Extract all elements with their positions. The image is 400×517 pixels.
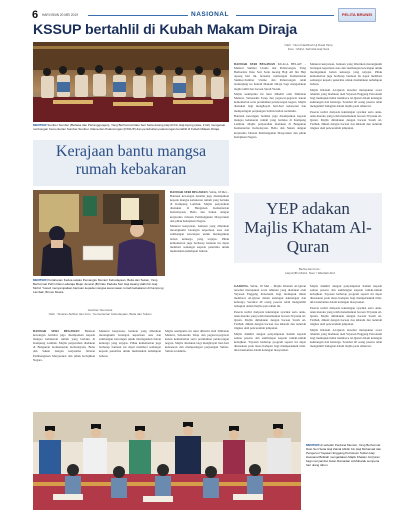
right-story-date: Sabtu, 18 Mei <box>250 284 270 288</box>
left-bottom-dateline: BANDAR SERI BEGAWAN <box>33 329 80 333</box>
left-story-p3: Bantuan kewangan bernilai juga disampaikan kepada mangsa kebakaran rumah yang berlaku di Kampung Lambak. Majlis penyerahan diadakan di Bangunan Kementerian Kebudayaan, Belia dan Sukan dengan kerjasama Jabatan Pembangunan Masyarakat dan pihak Kebajikan Negara. <box>170 194 229 223</box>
top-headline: KSSUP bertahlil di Kubah Makam Diraja <box>33 22 298 38</box>
right-sub-byline-text: Haji Ariffin Mohd. Noor / Wardiah Abd <box>285 270 335 275</box>
right-top-dateline: BANDAR SERI BEGAWAN <box>234 62 276 66</box>
right-headline: YEP adakan Majlis Khatam Al-Quran <box>244 199 372 256</box>
aid-photo-scene <box>33 190 165 276</box>
section-name: NASIONAL <box>191 11 229 18</box>
tahlil-photo <box>33 42 229 122</box>
right-top-p2: Majlis seumpama itu turut dihadiri oleh Timbalan Menteri, Setiausaha Tetap dan pegawai-pegawai kanan kementerian serta pertubuhan pelancongan negara. Majlis diadakan bagi menghayati hari-hari kebesaran dan memperingati perjuangan Sultan-Sultan terdahulu. <box>234 92 306 113</box>
right-sub-byline <box>250 268 370 276</box>
aid-caption <box>33 279 165 295</box>
right-story-col1: GADONG, Sabtu, 18 Mei – Majlis Khatam Al-Quran tersebut merupakan acara tahunan yang diadakan oleh Yayasan Enggang Petroleum bagi memupuk minat membaca Al-Quran dalam kalangan kakitangan dan keluarga. Seramai 40 orang peserta telah mengambil bahagian dalam majlis pada tahun ini. Peserta terdiri daripada kakitangan syarikat serta anak-anak mereka yang telah menamatkan bacaan 30 juzuk Al-Quran. Majlis dimulakan dengan bacaan Surah Al-Fatihah, diikuti dengan bacaan doa khatam dan tazkirah ringkas oleh penceramah jemputan. Majlis diakhiri dengan penyampaian hadiah kepada semua peserta dan sumbangan kepada rumah-rumah kebajikan. Yayasan berharap program seperti ini dapat diteruskan pada masa hadapan bagi memperkukuh nilai-nilai keislaman dalam kalangan masyarakat. <box>234 284 306 353</box>
right-top-p3: Bantuan kewangan bernilai juga disampaikan kepada mangsa kebakaran rumah yang berlaku di Kampung Lambak. Majlis penyerahan diadakan di Bangunan Kementerian Kebudayaan, Belia dan Sukan dengan kerjasama Jabatan Pembangunan Masyarakat dan pihak Kebajikan Negara. <box>234 114 306 139</box>
right-byline-block <box>246 44 371 52</box>
aid-byline-label: Gambar: Rencana <box>87 308 113 312</box>
aid-byline-text: Oleh : Sinaran Akhbar dan Foto : Kementerian Kebudayaan, Belia dan Sukan <box>48 311 152 316</box>
tahlil-caption-text: Sumber Sumber (Bahasa dan Pertanggungan), Yang Berhormat Dato Seri Setia Awang Haji Ali bin Haji Apong (atas, 2 kiri) mengetuai rombongan Kementerian Sumber-Sumber Utama dan Pelancongan (KSSUP) dan pertubuhan pelancongan bertahlil di Kubah Makam Diraja. <box>33 123 225 131</box>
tahlil-photo-scene <box>33 42 229 122</box>
aid-byline <box>40 309 160 317</box>
aid-caption-text: Pertahanan Kedua selaku Pemangku Menteri Kebudayaan, Belia dan Sukan, Yang Berhormat Pehin Datu Lailaraja Mejar Jeneral (B) Dato Paduka Seri Haji Awang Halbi bin Haji Mohd. Yussof menyampaikan bantuan kepada mangsa kecemasan rumah kebakaran di Kampung Lambak, Brunei Muara. <box>33 278 164 294</box>
right-top-p4: Menurut kenyataan, bantuan yang diberikan merangkumi barangan keperluan asas dan sumbangan kewangan untuk meringankan beban keluarga yang terjejas. Pihak kementerian juga berharap bantuan itu dapat memberi semangat kepada penerima untuk memulakan kehidupan baharu. <box>310 62 382 87</box>
right-sub-byline-label: Berita dan Foto : <box>298 267 322 271</box>
right-top-p6: Peserta terdiri daripada kakitangan syarikat serta anak-anak mereka yang telah menamatkan bacaan 30 juzuk Al-Quran. Majlis dimulakan dengan bacaan Surah Al-Fatihah, diikuti dengan bacaan doa khatam dan tazkirah ringkas oleh penceramah jemputan. <box>310 110 382 131</box>
khatam-caption-text: di sebelah Perdana Menteri, Yang Berhormat Dato Seri Setia Haji Zainal Abidin bin Haji Mohamad dan Pengerusi Yayasan Enggang Petroleum Sultan Haji Hassanal Bolkiah mengadakan Majlis Khatam Al-Quran bagi menyambut bulan Ramadan al-Mubarak sempena hari ulang tahun. <box>306 443 382 467</box>
left-bottom-p1: Bantuan kewangan bernilai juga disampaikan kepada mangsa kebakaran rumah yang berlaku di Kampung Lambak. Majlis penyerahan diadakan di Bangunan Kementerian Kebudayaan, Belia dan Sukan dengan kerjasama Jabatan Pembangunan Masyarakat dan pihak Kebajikan Negara. <box>33 329 95 362</box>
right-story-p7a: Majlis diakhiri dengan penyampaian hadiah kepada semua peserta dan sumbangan kepada rumah-rumah kebajikan. Yayasan berharap program seperti ini dapat diteruskan pada masa hadapan bagi memperkukuh nilai-nilai keislaman dalam kalangan masyarakat. <box>234 332 306 353</box>
newspaper-logo <box>338 8 376 22</box>
left-story-side-col: BANDAR SERI BEGAWAN, Sabtu, 18 Mei – Bantuan kewangan bernilai juga disampaikan kepada mangsa kebakaran rumah yang berlaku di Kampung Lambak. Majlis penyerahan diadakan di Bangunan Kementerian Kebudayaan, Belia dan Sukan dengan kerjasama Jabatan Pembangunan Masyarakat dan pihak Kebajikan Negara. Menurut kenyataan, bantuan yang diberikan merangkumi barangan keperluan asas dan sumbangan kewangan untuk meringankan beban keluarga yang terjejas. Pihak kementerian juga berharap bantuan itu dapat memberi semangat kepada penerima untuk memulakan kehidupan baharu. <box>170 190 229 253</box>
right-byline-writer: Oleh : Nurul Nadhirah Hj Daud Tarip <box>284 43 333 47</box>
right-top-p1: KUALA BELAIT – Menteri Sumber Utama dan Pelancongan, Yang Berhormat Dato Seri Setia Awang Haji Ali bin Haji Apong hari ini, bersama rombongan Kementerian Sumber-Sumber Utama dan Pelancongan telah berkunjung ke Kubah Makam Diraja bagi mengadakan majlis tahlil dan bacaan Surah Yaasin. <box>234 62 306 91</box>
right-top-p5: Majlis Khatam Al-Quran tersebut merupakan acara tahunan yang diadakan oleh Yayasan Enggang Petroleum bagi memupuk minat membaca Al-Quran dalam kalangan kakitangan dan keluarga. Seramai 40 orang peserta telah mengambil bahagian dalam majlis pada tahun ini. <box>310 88 382 109</box>
right-top-text-col2 <box>310 62 382 192</box>
khatam-caption <box>306 444 382 467</box>
aid-photo <box>33 190 165 276</box>
left-story-dateline: BANDAR SERI BEGAWAN <box>170 190 208 194</box>
right-story-p5: Majlis Khatam Al-Quran tersebut merupakan acara tahunan yang diadakan oleh Yayasan Enggang Petroleum bagi memupuk minat membaca Al-Quran dalam kalangan kakitangan dan keluarga. Seramai 40 orang peserta telah mengambil bahagian dalam majlis pada tahun ini. <box>234 284 306 309</box>
right-story-dateline: GADONG <box>234 284 248 288</box>
tahlil-caption-lead: MENTERI <box>33 123 47 127</box>
khatam-photo <box>33 412 301 510</box>
left-story-date: Sabtu, 18 Mei <box>209 190 227 194</box>
left-bottom-p2: Menurut kenyataan, bantuan yang diberikan merangkumi barangan keperluan asas dan sumbangan kewangan untuk meringankan beban keluarga yang terjejas. Pihak kementerian juga berharap bantuan itu dapat memberi semangat kepada penerima untuk memulakan kehidupan baharu. <box>99 329 161 358</box>
left-bottom-col3 <box>165 329 229 393</box>
right-story-p7: Majlis diakhiri dengan penyampaian hadiah kepada semua peserta dan sumbangan kepada rumah-rumah kebajikan. Yayasan berharap program seperti ini dapat diteruskan pada masa hadapan bagi memperkukuh nilai-nilai keislaman dalam kalangan masyarakat. <box>310 284 382 305</box>
header-date: HARI ISNIN 20 MEI 2019 <box>42 13 78 17</box>
logo-text: PELITA BRUNEI <box>341 12 373 17</box>
khatam-caption-lead: MENTERI <box>306 443 320 447</box>
aid-caption-lead: MENTERI <box>33 278 47 282</box>
right-headline-box <box>234 193 382 263</box>
left-headline: Kerajaan bantu mangsa rumah kebakaran <box>55 143 207 178</box>
page-number: 6 <box>32 9 39 21</box>
header-rule-left <box>88 15 188 16</box>
right-story-p5b: Majlis Khatam Al-Quran tersebut merupakan acara tahunan yang diadakan oleh Yayasan Enggang Petroleum bagi memupuk minat membaca Al-Quran dalam kalangan kakitangan dan keluarga. Seramai 40 orang peserta telah mengambil bahagian dalam majlis pada tahun ini. <box>310 327 382 349</box>
left-bottom-p3: Majlis seumpama itu turut dihadiri oleh Timbalan Menteri, Setiausaha Tetap dan pegawai-pegawai kanan kementerian serta pertubuhan pelancongan negara. Majlis diadakan bagi menghayati hari-hari kebesaran dan memperingati perjuangan Sultan-Sultan terdahulu. <box>165 329 229 354</box>
left-story-p4: Menurut kenyataan, bantuan yang diberikan merangkumi barangan keperluan asas dan sumbangan kewangan untuk meringankan beban keluarga yang terjejas. Pihak kementerian juga berharap bantuan itu dapat memberi semangat kepada penerima untuk memulakan kehidupan baharu. <box>170 224 229 253</box>
tahlil-caption <box>33 124 229 132</box>
header-rule-right <box>236 15 334 16</box>
left-bottom-col1 <box>33 329 95 393</box>
khatam-photo-scene <box>33 412 301 510</box>
right-story-col2 <box>310 284 382 410</box>
left-bottom-col2 <box>99 329 161 393</box>
right-story-p6b: Peserta terdiri daripada kakitangan syarikat serta anak-anak mereka yang telah menamatkan bacaan 30 juzuk Al-Quran. Majlis dimulakan dengan bacaan Surah Al-Fatihah, diikuti dengan bacaan doa khatam dan tazkirah ringkas oleh penceramah jemputan. <box>310 305 382 327</box>
right-story-p6: Peserta terdiri daripada kakitangan syarikat serta anak-anak mereka yang telah menamatkan bacaan 30 juzuk Al-Quran. Majlis dimulakan dengan bacaan Surah Al-Fatihah, diikuti dengan bacaan doa khatam dan tazkirah ringkas oleh penceramah jemputan. <box>234 310 306 331</box>
left-headline-box <box>33 140 229 186</box>
right-byline-photo: Foto : Mohd. Sahrizal Haji Sani <box>287 46 330 51</box>
